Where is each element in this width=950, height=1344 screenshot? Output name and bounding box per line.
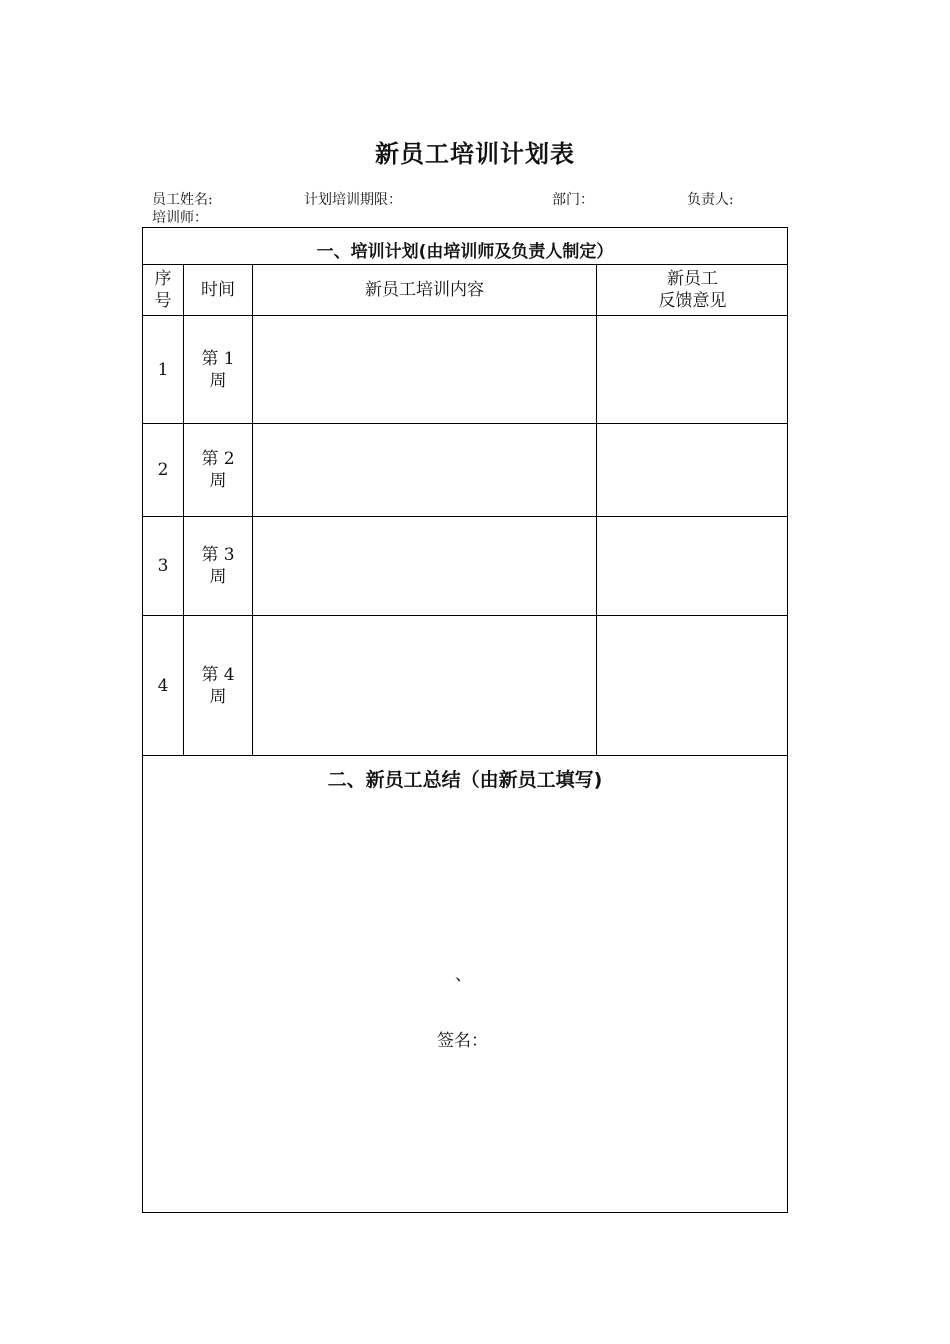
header-no: 序 号 — [154, 269, 172, 311]
header-time: 时间 — [201, 280, 235, 300]
section2-title: 二、新员工总结（由新员工填写) — [327, 769, 603, 791]
row-3-no: 3 — [157, 556, 169, 576]
trainer-label: 培训师： — [152, 210, 208, 226]
row-1-content[interactable] — [253, 316, 596, 423]
row-4-feedback[interactable] — [597, 616, 788, 755]
summary-mark: 、 — [455, 965, 472, 985]
row-1-feedback[interactable] — [597, 316, 788, 423]
row-4-no: 4 — [157, 675, 169, 696]
header-content: 新员工培训内容 — [365, 280, 484, 300]
employee-name-label: 员工姓名: — [152, 192, 213, 208]
header-feedback: 新员工 反馈意见 — [658, 269, 727, 311]
rule-row4 — [142, 755, 788, 756]
row-1-no: 1 — [157, 359, 169, 380]
row-3-feedback[interactable] — [597, 517, 788, 615]
section1-title: 一、培训计划(由培训师及负责人制定） — [316, 242, 614, 262]
row-3-content[interactable] — [253, 517, 596, 615]
row-2-feedback[interactable] — [597, 424, 788, 516]
plan-period-label: 计划培训期限： — [304, 192, 402, 208]
department-label: 部门： — [552, 192, 594, 208]
row-2-no: 2 — [157, 460, 169, 480]
page-title: 新员工培训计划表 — [375, 140, 575, 168]
row-1-week: 第 1 周 — [201, 348, 235, 391]
signature-label: 签名： — [437, 1031, 488, 1051]
row-3-week: 第 3 周 — [201, 545, 235, 587]
row-2-week: 第 2 周 — [201, 449, 235, 491]
row-4-week: 第 4 周 — [201, 664, 235, 707]
owner-label: 负责人: — [687, 192, 734, 208]
row-2-content[interactable] — [253, 424, 596, 516]
row-4-content[interactable] — [253, 616, 596, 755]
